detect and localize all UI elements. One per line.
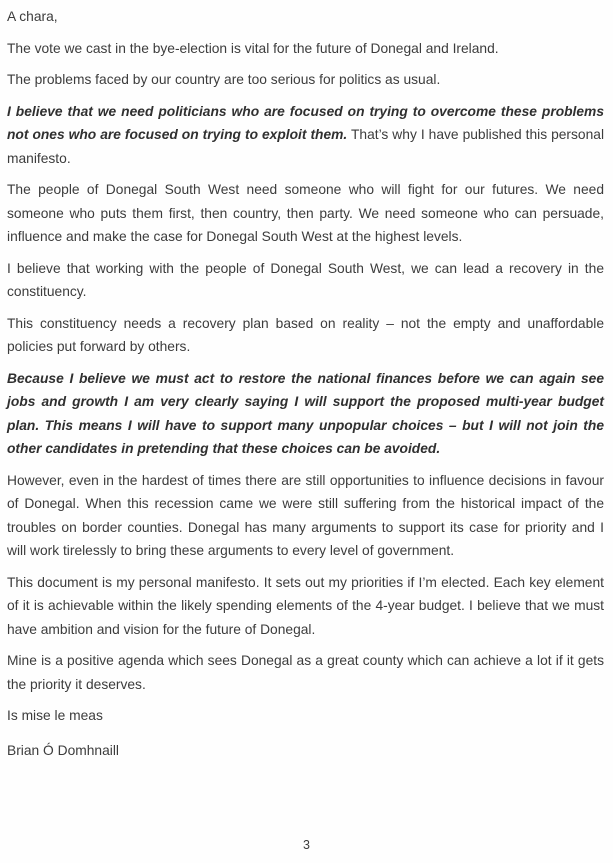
paragraph-recovery: I believe that working with the people of Donegal South West, we can lead a recovery in the constituency.: [7, 260, 604, 299]
emphasized-segment: I believe that we need politicians who are focused on trying to overcome these problems not ones who are focused on trying to exploit them.: [7, 103, 604, 142]
page-number: 3: [303, 838, 310, 852]
closing-valediction: Is mise le meas: [7, 708, 103, 723]
salutation: A chara,: [7, 9, 58, 24]
paragraph-document-priorities: This document is my personal manifesto. It sets out my priorities if I’m elected. Each key element of it is achievable within the likely spending elements of the 4-year budget. I believe that we must have ambition and vision for the future of Donegal.: [7, 574, 604, 637]
paragraph-positive-agenda: Mine is a positive agenda which sees Donegal as a great county which can achieve a lot if it gets the priority it deserves.: [7, 653, 604, 692]
normal-segment: That’s why I have published this personal manifesto.: [7, 127, 605, 166]
paragraph-people: The people of Donegal South West need someone who will fight for our futures. We need someone who puts them first, then country, then party. We need someone who can persuade, influence and make the case for Donegal South West at the highest levels.: [7, 182, 604, 244]
paragraph-bold-italic-budget: Because I believe we must act to restore the national finances before we can again see jobs and growth I am very clearly saying I will support the proposed multi-year budget plan. This means I will have to support many unpopular choices – but I will not join the other candidates in pretending that these choices can be avoided.: [7, 370, 604, 456]
signature-name: Brian Ó Domhnaill: [7, 742, 119, 758]
paragraph-recovery-plan: This constituency needs a recovery plan based on reality – not the empty and unaffordable policies put forward by others.: [7, 315, 604, 354]
paragraph-vote: The vote we cast in the bye-election is vital for the future of Donegal and Ireland.: [7, 40, 499, 56]
paragraph-however: However, even in the hardest of times there are still opportunities to influence decisions in favour of Donegal. When this recession came we were still suffering from the historical impact of the troubles on border counties. Donegal has many arguments to support its case for priority and I will work tirelessly to bring these arguments to every level of government.: [7, 472, 604, 558]
paragraph-mixed-emphasis: [7, 100, 604, 171]
paragraph-problems: The problems faced by our country are too serious for politics as usual.: [7, 72, 441, 87]
